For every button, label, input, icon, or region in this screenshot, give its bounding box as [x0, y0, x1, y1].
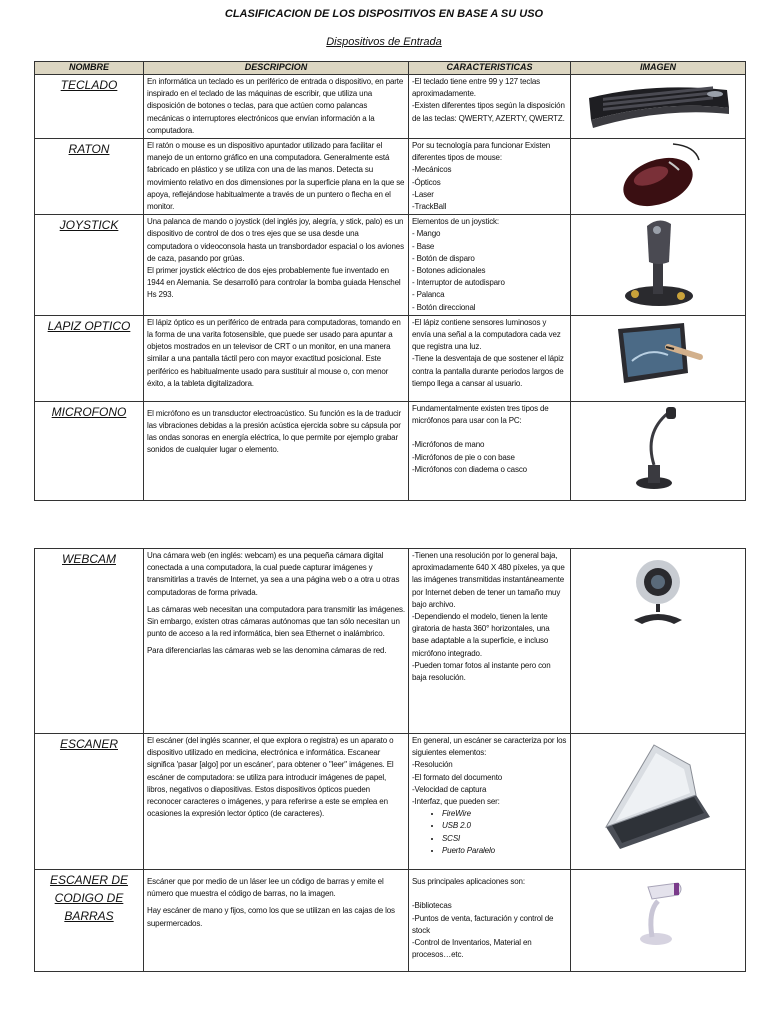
- table-row: [35, 401, 746, 500]
- device-characteristics: -Tienen una resolución por lo general baja, aproximadamente 640 X 480 píxeles, ya que las imágenes transmitidas instantáneamente por Internet deben de tener un tamaño muy bajo archivo. -Dependiendo el modelo, tienen la lente giratoria de hasta 360° horizontales, una base adaptable a la superficie, e incluso micrófono integrado. -Pueden tomar fotos al instante pero con baja resolución.: [409, 549, 571, 734]
- device-description: El lápiz óptico es un periférico de entrada para computadoras, tomando en la forma de una varita fotosensible, que puede ser usado para apuntar a objetos mostrados en un televisor de CRT o un monitor, en una manera similar a una pantalla táctil pero con mayor exactitud posicional. Este periférico es habitualmente usado para sustituir al mouse o, con menor éxito, a la tableta digitalizadora.: [144, 315, 409, 401]
- device-description: Escáner que por medio de un láser lee un código de barras y emite el número que muestra el código de barras, no la imagen. Hay escáner de mano y fijos, como los que se utilizan en las cajas de los supermercados.: [144, 870, 409, 972]
- joystick-icon: [571, 215, 746, 316]
- webcam-icon: [571, 549, 746, 734]
- device-name: ESCANER DE CODIGO DE BARRAS: [35, 870, 144, 972]
- light-pen-icon: [571, 315, 746, 401]
- microphone-icon: [571, 401, 746, 500]
- header-descripcion: DESCRIPCION: [144, 62, 409, 75]
- table-row: [35, 75, 746, 139]
- device-name: TECLADO: [35, 75, 144, 139]
- device-characteristics: Sus principales aplicaciones son: -Bibliotecas -Puntos de venta, facturación y control de stock -Control de Inventarios, Material en procesos…etc.: [409, 870, 571, 972]
- device-name: RATON: [35, 139, 144, 215]
- device-description: El escáner (del inglés scanner, el que explora o registra) es un aparato o dispositivo utilizado en medicina, electrónica e informática. Escanear significa 'pasar [algo] por un escáner', para obtener o "leer" imágenes. El escáner de computadora: se utiliza para introducir imágenes de papel, libros, negativos o diapositivas. Estos dispositivos ópticos pueden reconocer caracteres o imágenes, y para referirse a este se emplea en ocasiones la expresión lector óptico (de caracteres).: [144, 734, 409, 870]
- header-imagen: IMAGEN: [571, 62, 746, 75]
- device-characteristics: En general, un escáner se caracteriza por los siguientes elementos: -Resolución -El formato del documento -Velocidad de captura -Interfaz, que pueden ser: • FireWire • USB 2.0 • SCSI • Puerto Paralelo: [409, 734, 571, 870]
- section-subtitle: Dispositivos de Entrada: [326, 36, 442, 48]
- device-name: ESCANER: [35, 734, 144, 870]
- table-row: [35, 734, 746, 870]
- device-name: MICROFONO: [35, 401, 144, 500]
- header-caracteristicas: CARACTERISTICAS: [409, 62, 571, 75]
- device-characteristics: Por su tecnología para funcionar Existen diferentes tipos de mouse: -Mecánicos -Ópticos -Laser -TrackBall: [409, 139, 571, 215]
- document-title: CLASIFICACION DE LOS DISPOSITIVOS EN BASE A SU USO: [224, 8, 544, 20]
- device-description: Una cámara web (en inglés: webcam) es una pequeña cámara digital conectada a una computadora, la cual puede capturar imágenes y transmitirlas a través de Internet, ya sea a una página web o a otra u otras computadoras de forma privada. Las cámaras web necesitan una computadora para transmitir las imágenes. Sin embargo, existen otras cámaras autónomas que tan sólo necesitan un punto de acceso a la red informática, bien sea Ethernet o inalámbrico. Para diferenciarlas las cámaras web se las denomina cámaras de red.: [144, 549, 409, 734]
- table-row: [35, 215, 746, 316]
- device-characteristics: -El lápiz contiene sensores luminosos y envía una señal a la computadora cada vez que registra una luz. -Tiene la desventaja de que sostener el lápiz contra la pantalla durante periodos largos de tiempo llega a cansar al usuario.: [409, 315, 571, 401]
- device-characteristics: Elementos de un joystick: - Mango - Base - Botón de disparo - Botones adicionales - Interruptor de autodisparo - Palanca - Botón direccional: [409, 215, 571, 316]
- table-row: [35, 315, 746, 401]
- table-row: [35, 870, 746, 972]
- barcode-scanner-icon: [571, 870, 746, 972]
- scanner-icon: [571, 734, 746, 870]
- keyboard-icon: [571, 75, 746, 139]
- device-characteristics: -El teclado tiene entre 99 y 127 teclas aproximadamente. -Existen diferentes tipos según la disposición de las teclas: QWERTY, AZERTY, QWERTZ.: [409, 75, 571, 139]
- device-name: LAPIZ OPTICO: [35, 315, 144, 401]
- device-name: WEBCAM: [35, 549, 144, 734]
- device-characteristics: Fundamentalmente existen tres tipos de micrófonos para usar con la PC: -Micrófonos de mano -Micrófonos de pie o con base -Micrófonos con diadema o casco: [409, 401, 571, 500]
- table-row: [35, 549, 746, 734]
- input-devices-table-2: [34, 548, 746, 972]
- device-description: Una palanca de mando o joystick (del inglés joy, alegría, y stick, palo) es un dispositivo de control de dos o tres ejes que se usa desde una computadora o videoconsola hasta un transbordador espacial o los aviones de caza, pasando por grúas. El primer joystick eléctrico de dos ejes probablemente fue inventado en 1944 en Alemania. Se desarrolló para controlar la bomba guiada Henschel Hs 293.: [144, 215, 409, 316]
- table-row: [35, 139, 746, 215]
- input-devices-table-1: [34, 61, 746, 501]
- device-description: En informática un teclado es un periférico de entrada o dispositivo, en parte inspirado en el teclado de las máquinas de escribir, que utiliza una disposición de botones o teclas, para que actúen como palancas mecánicas o interruptores electrónicos que envían información a la computadora.: [144, 75, 409, 139]
- mouse-icon: [571, 139, 746, 215]
- device-name: JOYSTICK: [35, 215, 144, 316]
- interface-list: • FireWire • USB 2.0 • SCSI • Puerto Paralelo: [412, 808, 567, 857]
- device-description: El micrófono es un transductor electroacústico. Su función es la de traducir las vibraciones debidas a la presión acústica ejercida sobre su cápsula por las ondas sonoras en energía eléctrica, lo que permite por ejemplo grabar sonidos de cualquier lugar o elemento.: [144, 401, 409, 500]
- header-nombre: NOMBRE: [35, 62, 144, 75]
- device-description: El ratón o mouse es un dispositivo apuntador utilizado para facilitar el manejo de un entorno gráfico en una computadora. Generalmente está fabricado en plástico y se utiliza con una de las manos. Detecta su movimiento relativo en dos dimensiones por la superficie plana en la que se apoya, reflejándose habitualmente a través de un puntero o flecha en el monitor.: [144, 139, 409, 215]
